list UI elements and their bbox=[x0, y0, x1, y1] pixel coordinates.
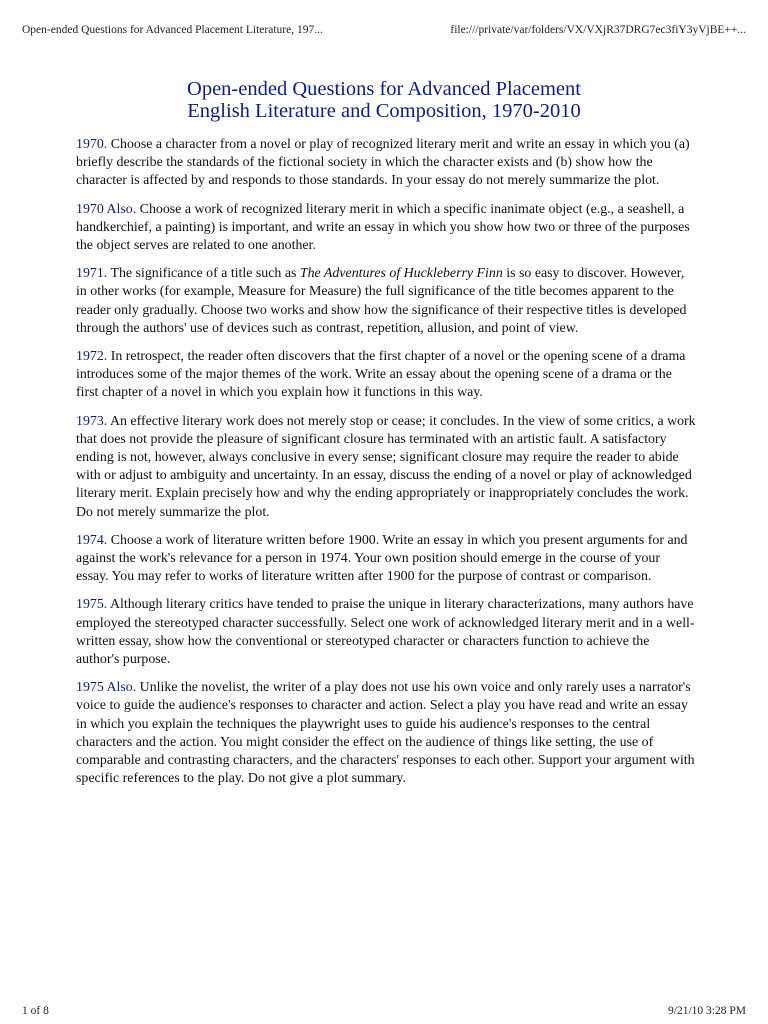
question-year-label: 1971. bbox=[76, 266, 108, 282]
question-item bbox=[76, 201, 696, 256]
question-text-continued: is so easy to discover. However, in other works (for example, Measure for Measure) the full significance of the title becomes apparent to the reader only gradually. Choose two works and show how the significance of their respective titles is developed through the authors' use of devices such as contrast, repetition, allusion, and point of view. bbox=[76, 266, 687, 336]
question-item bbox=[76, 596, 696, 669]
question-work-title: The Adventures of Huckleberry Finn bbox=[299, 266, 503, 282]
print-header bbox=[22, 24, 746, 40]
question-year-label: 1975. bbox=[76, 597, 108, 613]
question-year-label: 1973. bbox=[76, 413, 108, 429]
document-title-line-2: English Literature and Composition, 1970-2010 bbox=[187, 100, 581, 122]
question-text: Choose a character from a novel or play of recognized literary merit and write an essay in which you (a) briefly describe the standards of the fictional society in which the character exists and (b) show how the character is affected by and responds to those standards. In your essay do not merely summarize the plot. bbox=[76, 137, 690, 189]
question-text: Choose a work of literature written before 1900. Write an essay in which you present arguments for and against the work's relevance for a person in 1974. Your own position should emerge in the course of your essay. You may refer to works of literature written after 1900 for the purpose of contrast or comparison. bbox=[76, 532, 688, 585]
question-item bbox=[76, 265, 696, 338]
question-item bbox=[76, 413, 696, 522]
question-text: Choose a work of recognized literary merit in which a specific inanimate object (e.g., a seashell, a handkerchief, a painting) is important, and write an essay in which you show how two or three of the purposes the object serves are related to one another. bbox=[76, 201, 690, 254]
question-item bbox=[76, 348, 696, 403]
print-header-file-path: file:///private/var/folders/VX/VXjR37DRG7ec3fiY3yVjBE++... bbox=[450, 24, 746, 36]
question-year-label: 1974. bbox=[76, 532, 108, 548]
question-text: The significance of a title such as bbox=[107, 266, 300, 282]
question-year-label: 1975 Also. bbox=[76, 680, 137, 696]
question-item bbox=[76, 532, 696, 587]
print-header-page-title: Open-ended Questions for Advanced Placement Literature, 197... bbox=[22, 24, 323, 36]
document-title-line-1: Open-ended Questions for Advanced Placement bbox=[187, 78, 581, 100]
page-indicator: 1 of 8 bbox=[22, 1005, 49, 1017]
question-text: An effective literary work does not merely stop or cease; it concludes. In the view of some critics, a work that does not provide the pleasure of significant closure has terminated with an artistic fault. A satisfactory ending is not, however, always conclusive in every sense; significant closure may require the reader to abide with or adjust to ambiguity and uncertainty. In an essay, discuss the ending of a novel or play of acknowledged literary merit. Explain precisely how and why the ending appropriately or inappropriately concludes the work. Do not merely summarize the plot. bbox=[76, 413, 696, 520]
question-text: Although literary critics have tended to praise the unique in literary characterizations, many authors have employed the stereotyped character successfully. Select one work of acknowledged literary merit and in a well-written essay, show how the conventional or stereotyped character or characters function to achieve the author's purpose. bbox=[76, 597, 695, 668]
document-title bbox=[0, 78, 768, 122]
question-year-label: 1972. bbox=[76, 349, 108, 365]
question-text: In retrospect, the reader often discovers that the first chapter of a novel or the opening scene of a drama introduces some of the major themes of the work. Write an essay about the opening scene of a drama or the first chapter of a novel in which you explain how it functions in this way. bbox=[76, 349, 686, 401]
question-year-label: 1970. bbox=[76, 137, 108, 152]
print-timestamp: 9/21/10 3:28 PM bbox=[668, 1005, 746, 1017]
question-text: Unlike the novelist, the writer of a play does not use his own voice and only rarely uses a narrator's voice to guide the audience's responses to character and action. Select a play you have read and write an essay in which you explain the techniques the playwright uses to guide his audience's responses to the central characters and the action. You might consider the effect on the audience of things like setting, the use of comparable and contrasting characters, and the characters' responses to each other. Support your argument with specific references to the play. Do not give a plot summary. bbox=[76, 680, 695, 787]
question-year-label: 1970 Also. bbox=[76, 201, 137, 217]
question-item bbox=[76, 136, 696, 191]
question-item bbox=[76, 679, 696, 788]
question-list bbox=[76, 136, 696, 799]
